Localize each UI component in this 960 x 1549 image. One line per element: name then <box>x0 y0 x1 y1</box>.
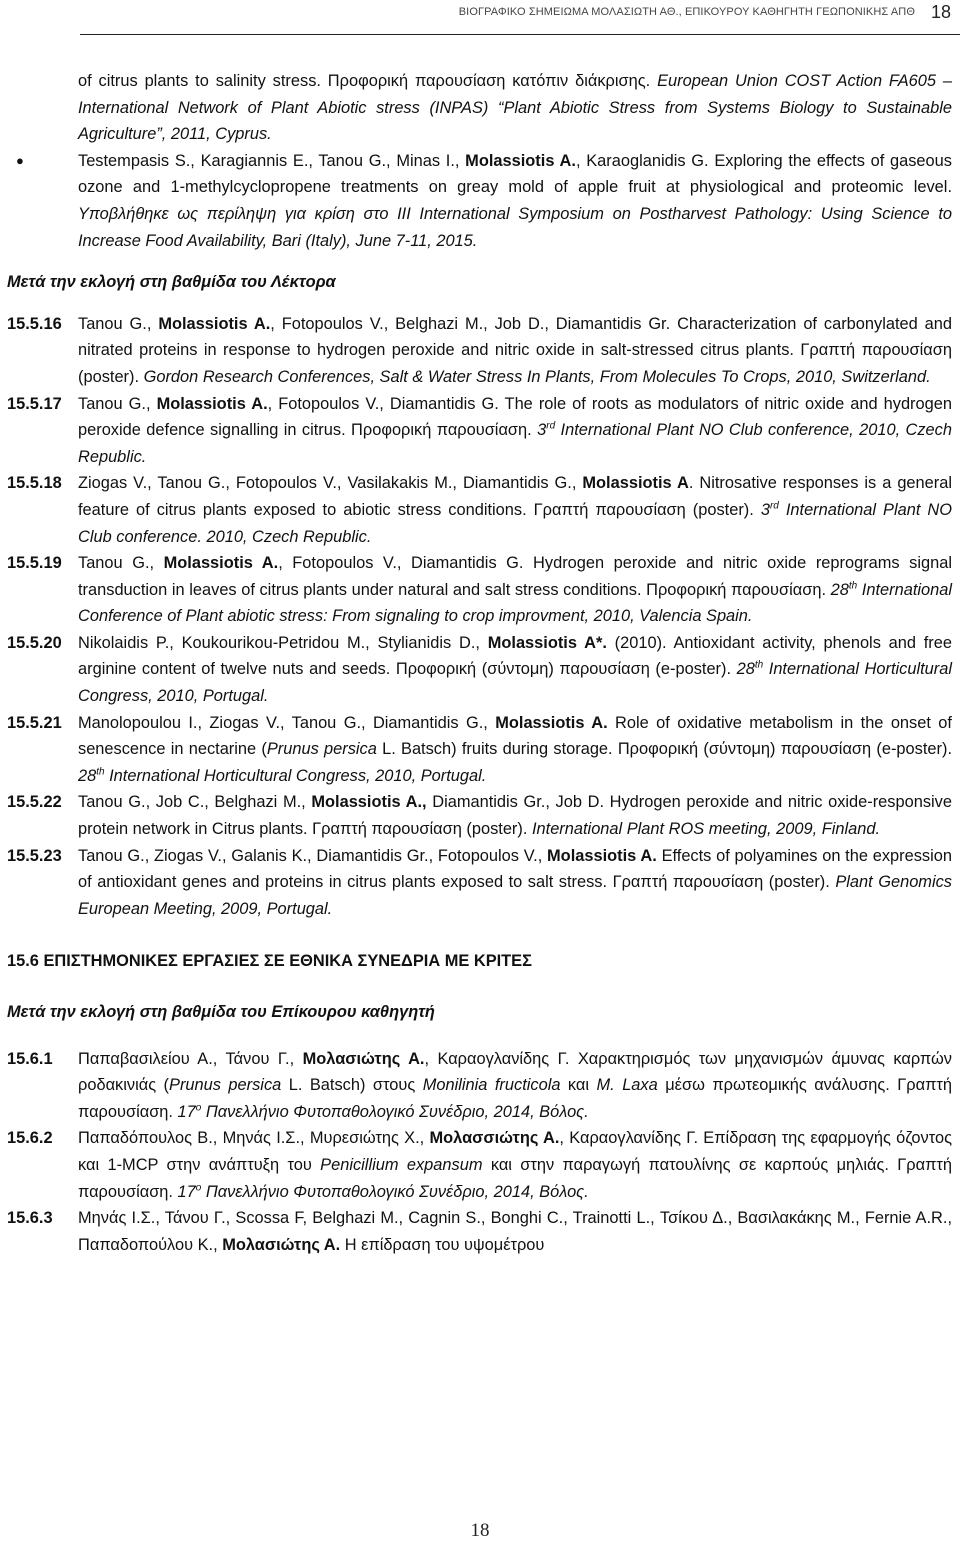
entry-15-5-17: 15.5.17 Tanou G., Molassiotis A., Fotopoulos V., Diamantidis G. The role of roots as modulators of nitric oxide and hydrogen peroxide defence signalling in citrus. Προφορική παρουσίαση. 3rd International Plant NO Club conference, 2010, Czech Republic. <box>7 394 952 466</box>
heading-assistant-professor: Μετά την εκλογή στη βαθμίδα του Επίκουρου καθηγητή <box>7 1003 435 1021</box>
entry-15-6-1: 15.6.1 Παπαβασιλείου Α., Τάνου Γ., Μολασιώτης Α., Καραογλανίδης Γ. Χαρακτηρισμός των μηχανισμών άμυνας καρπών ροδακινιάς (Prunus persica L. Batsch) στους Monilinia fructicola και M. Laxa μέσω πρωτεομικής ανάλυσης. Γραπτή παρουσίαση. $17^o$ Πανελλήνιο Φυτοπαθολογικό Συνέδριο, 2014, Βόλος. <box>7 1049 952 1121</box>
header-divider <box>80 34 960 35</box>
section-15-6-title: 15.6 ΕΠΙΣΤΗΜΟΝΙΚΕΣ ΕΡΓΑΣΙΕΣ ΣΕ ΕΘΝΙΚΑ ΣΥΝΕΔΡΙΑ ΜΕ ΚΡΙΤΕΣ <box>7 952 532 971</box>
header-page-number: 18 <box>930 2 951 22</box>
running-title: ΒΙΟΓΡΑΦΙΚΟ ΣΗΜΕΙΩΜΑ ΜΟΛΑΣΙΩΤΗ ΑΘ., ΕΠΙΚΟΥΡΟΥ ΚΑΘΗΓΗΤΗ ΓΕΩΠΟΝΙΚΗΣ ΑΠΘ <box>458 6 915 18</box>
entry-15-5-21: 15.5.21 Manolopoulou I., Ziogas V., Tanou G., Diamantidis G., Molassiotis A. Role of oxidative metabolism in the onset of senescence in nectarine (Prunus persica L. Batsch) fruits during storage. Προφορική (σύντομη) παρουσίαση (e-poster). 28th International Horticultural Congress, 2010, Portugal. <box>7 713 952 785</box>
bullet-icon: ● <box>16 152 24 168</box>
document-body <box>7 68 952 1258</box>
entry-15-6-3: 15.6.3 Μηνάς Ι.Σ., Τάνου Γ., Scossa F, Belghazi M., Cagnin S., Bonghi C., Trainotti L., Τσίκου Δ., Βασιλακάκης Μ., Fernie A.R., Παπαδοπούλου Κ., Μολασιώτης Α. Η επίδραση του υψομέτρου <box>7 1209 952 1254</box>
continuation-entry: of citrus plants to salinity stress. Προφορική παρουσίαση κατόπιν διάκρισης. European Union COST Action FA605 – International Network of Plant Abiotic stress (INPAS) “Plant Abiotic Stress from Systems Biology to Sustainable Agriculture”, 2011, Cyprus. <box>78 72 952 144</box>
entry-15-6-2: 15.6.2 Παπαδόπουλος Β., Μηνάς Ι.Σ., Μυρεσιώτης Χ., Μολασσιώτης Α., Καραογλανίδης Γ. Επίδραση της εφαρμογής όζοντος και 1-MCP στην ανάπτυξη του Penicillium expansum και στην παραγωγή πατουλίνης σε καρπούς μηλιάς. Γραπτή παρουσίαση. $17^o$ Πανελλήνιο Φυτοπαθολογικό Συνέδριο, 2014, Βόλος. <box>7 1129 952 1201</box>
entry-15-5-19: 15.5.19 Tanou G., Molassiotis A., Fotopoulos V., Diamantidis G. Hydrogen peroxide and nitric oxide reprograms signal transduction in leaves of citrus plants under natural and salt stress conditions. Προφορική παρουσίαση. 28th International Conference of Plant abiotic stress: From signaling to crop improvment, 2010, Valencia Spain. <box>7 554 952 626</box>
heading-lecturer: Μετά την εκλογή στη βαθμίδα του Λέκτορα <box>7 273 336 292</box>
footer-page-number: 18 <box>470 1520 490 1541</box>
entry-15-5-23: 15.5.23 Tanou G., Ziogas V., Galanis K., Diamantidis Gr., Fotopoulos V., Molassiotis A. Effects of polyamines on the expression of antioxidant genes and proteins in citrus plants exposed to salt stress. Γραπτή παρουσίαση (poster). Plant Genomics European Meeting, 2009, Portugal. <box>7 846 952 918</box>
page-header <box>0 0 960 34</box>
entry-15-5-18: 15.5.18 Ziogas V., Tanou G., Fotopoulos V., Vasilakakis M., Diamantidis G., Molassiotis A. Nitrosative responses is a general feature of citrus plants exposed to abiotic stress conditions. Γραπτή παρουσίαση (poster). 3rd International Plant NO Club conference. 2010, Czech Republic. <box>7 474 952 546</box>
entry-15-5-16: 15.5.16 Tanou G., Molassiotis A., Fotopoulos V., Belghazi M., Job D., Diamantidis Gr. Characterization of carbonylated and nitrated proteins in response to hydrogen peroxide and nitric oxide in salt-stressed citrus plants. Γραπτή παρουσίαση (poster). Gordon Research Conferences, Salt & Water Stress In Plants, From Molecules To Crops, 2010, Switzerland. <box>7 314 952 386</box>
bullet-list-item: ● Testempasis S., Karagiannis E., Tanou G., Minas I., Molassiotis A., Karaoglanidis G. Exploring the effects of gaseous ozone and 1-methylcyclopropene treatments on greay mold of apple fruit at physiological and proteomic level. Υποβλήθηκε ως περίληψη για κρίση στο III International Symposium on Postharvest Pathology: Using Science to Increase Food Availability, Bari (Italy), June 7-11, 2015. <box>78 148 952 254</box>
entry-15-5-22: 15.5.22 Tanou G., Job C., Belghazi M., Molassiotis A., Diamantidis Gr., Job D. Hydrogen peroxide and nitric oxide-responsive protein network in Citrus plants. Γραπτή παρουσίαση (poster). International Plant ROS meeting, 2009, Finland. <box>7 793 952 839</box>
entry-15-5-20: 15.5.20 Nikolaidis P., Koukourikou-Petridou M., Stylianidis D., Molassiotis A*. (2010). Antioxidant activity, phenols and free arginine content of twelve nuts and seeds. Προφορική (σύντομη) παρουσίαση (e-poster). 28th International Horticultural Congress, 2010, Portugal. <box>7 633 952 706</box>
